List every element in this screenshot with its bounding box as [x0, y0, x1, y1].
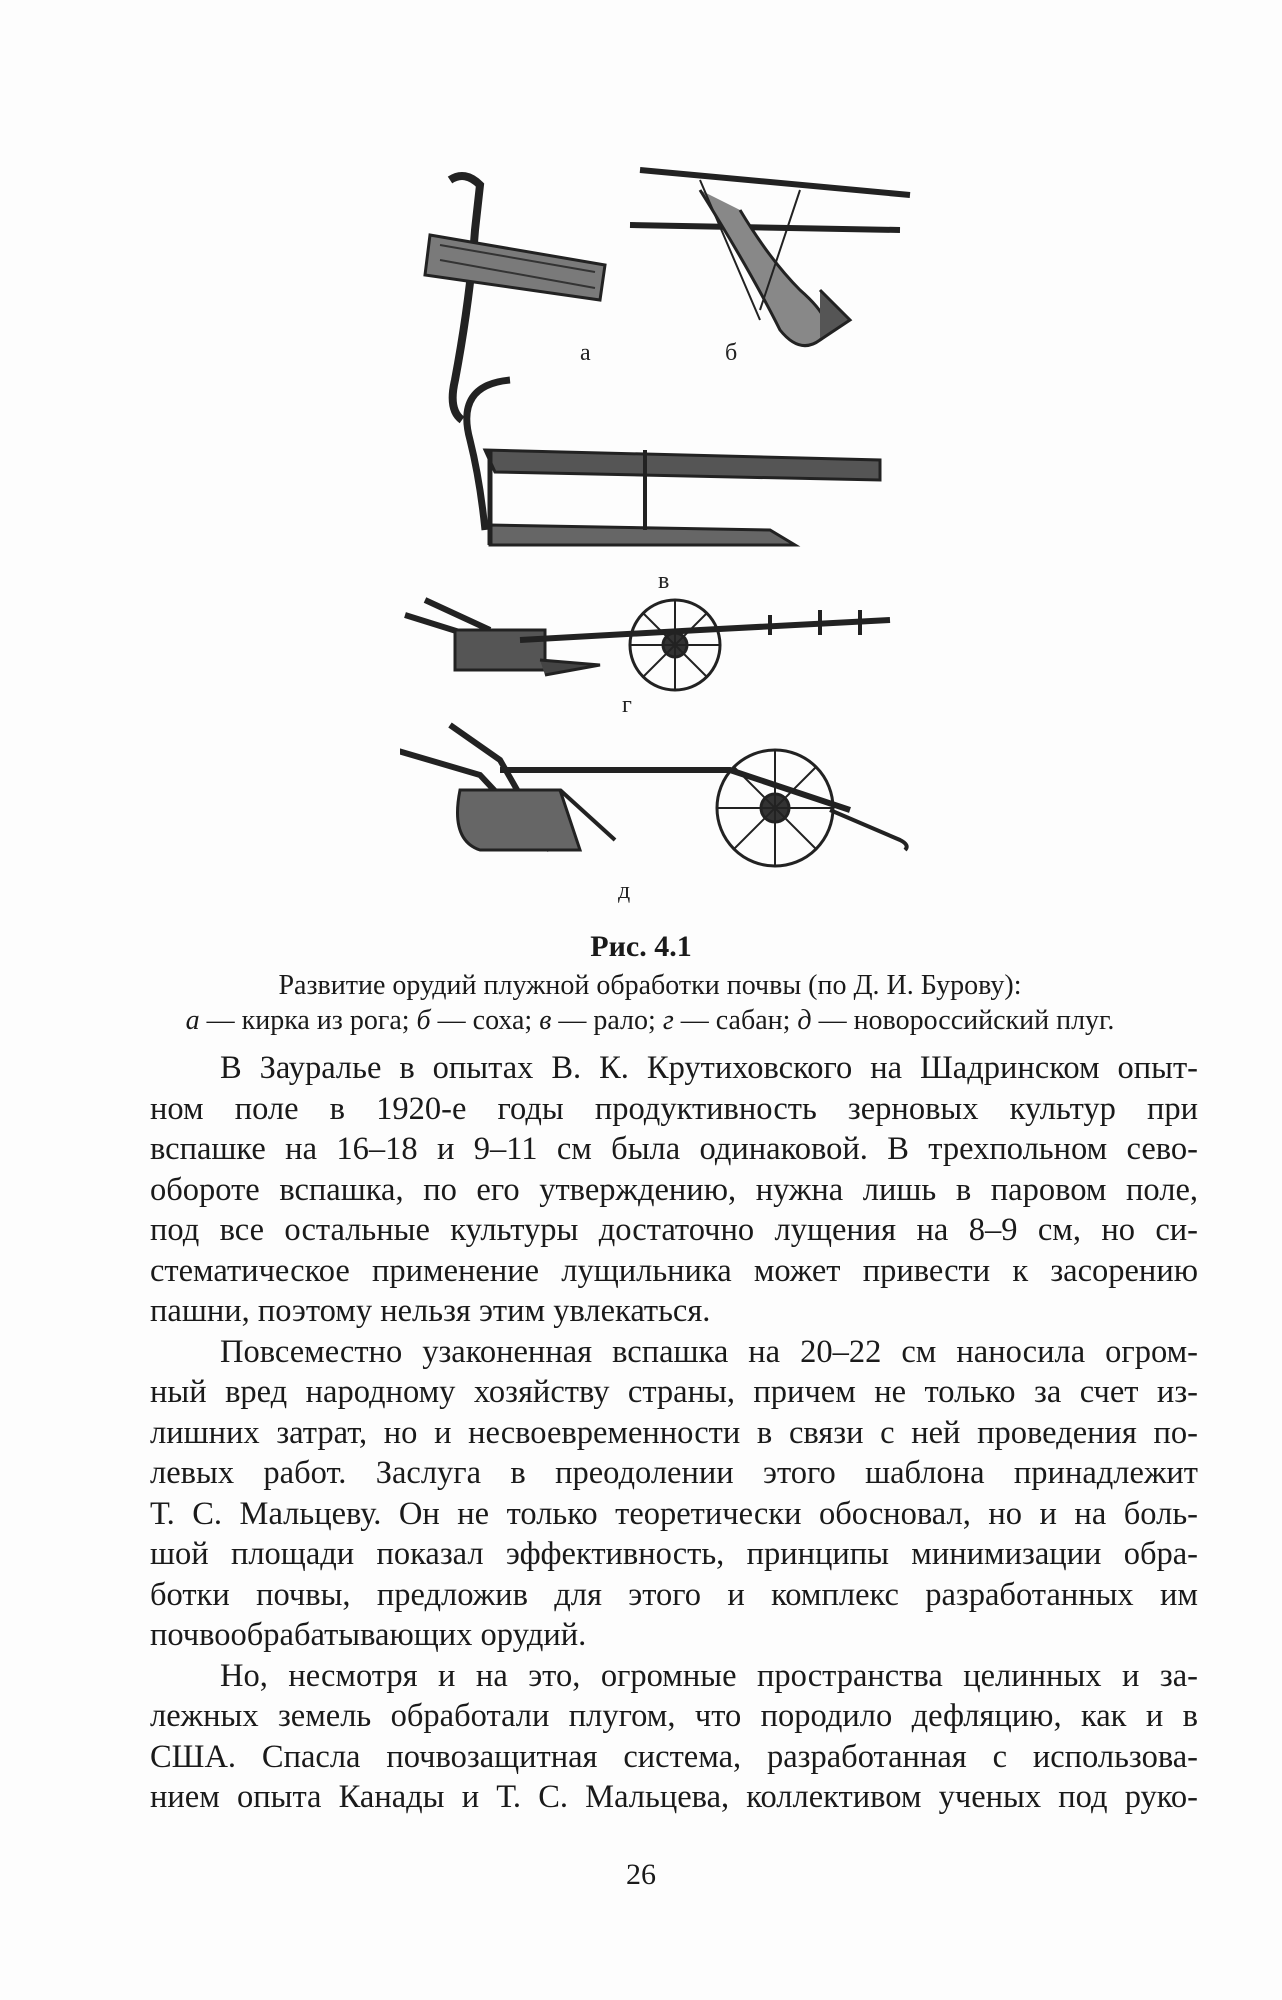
legend-letter: а: [185, 1005, 200, 1036]
text-line: нием опыта Канады и Т. С. Мальцева, коллективом ученых под руко-: [150, 1779, 1198, 1815]
text-line: Но, несмотря и на это, огромные пространства целинных и за-: [220, 1657, 1198, 1694]
legend-text: — сабан;: [673, 1005, 798, 1036]
text-line: обороте вспашка, по его утверждению, нужна лишь в паровом поле,: [150, 1171, 1198, 1208]
label-v: в: [658, 568, 670, 594]
saban-illustration: [405, 600, 890, 690]
legend-letter: в: [539, 1005, 552, 1036]
novorossiysk-plough-illustration: [400, 725, 907, 866]
legend-text: — кирка из рога;: [199, 1005, 417, 1036]
legend-text: — новороссийский плуг.: [811, 1005, 1115, 1036]
text-line: ботки почвы, предложив для этого и комплекс разработанных им: [150, 1576, 1198, 1613]
figure-caption-line1: Развитие орудий плужной обработки почвы (по Д. И. Бурову):: [278, 970, 1022, 1001]
page-number: 26: [626, 1858, 656, 1891]
legend-letter: д: [797, 1005, 812, 1036]
ralo-illustration: [467, 380, 880, 545]
text-line: В Зауралье в опытах В. К. Крутиховского на Шадринском опыт-: [220, 1050, 1198, 1086]
text-line: под все остальные культуры достаточно лущения на 8–9 см, но си-: [150, 1212, 1198, 1248]
paragraph-1: [150, 1048, 1198, 1332]
text-line: Т. С. Мальцеву. Он не только теоретически обосновал, но и на боль-: [150, 1495, 1198, 1532]
legend-letter: г: [662, 1005, 674, 1036]
text-line: ном поле в 1920-е годы продуктивность зерновых культур при: [150, 1090, 1198, 1127]
body-text: [150, 1048, 1198, 1818]
paragraph-3: [150, 1656, 1198, 1818]
text-line: левых работ. Заслуга в преодолении этого шаблона принадлежит: [150, 1455, 1198, 1491]
text-line: ный вред народному хозяйству страны, причем не только за счет из-: [150, 1374, 1198, 1410]
text-line: почвообрабатывающих орудий.: [150, 1617, 587, 1653]
legend-letter: б: [416, 1005, 431, 1036]
legend-text: — соха;: [430, 1005, 540, 1036]
legend-text: — рало;: [551, 1005, 663, 1036]
figure-caption-legend: [140, 1005, 1160, 1037]
label-a: а: [580, 340, 591, 366]
label-b: б: [725, 340, 738, 366]
figure-illustrations: [400, 150, 940, 910]
horn-pick-illustration: [425, 176, 605, 420]
text-line: США. Спасла почвозащитная система, разработанная с использова-: [150, 1738, 1198, 1775]
text-line: вспашке на 16–18 и 9–11 см была одинаковой. В трехпольном сево-: [150, 1131, 1198, 1167]
sokha-illustration: [630, 170, 910, 346]
text-line: пашни, поэтому нельзя этим увлекаться.: [150, 1293, 711, 1329]
label-d: д: [618, 878, 631, 904]
label-g: г: [622, 692, 632, 718]
text-line: стематическое применение лущильника может привести к засорению: [150, 1252, 1198, 1289]
text-line: лежных земель обработали плугом, что породило дефляцию, как и в: [150, 1698, 1198, 1734]
figure-caption-title: Рис. 4.1: [590, 930, 692, 963]
text-line: Повсеместно узаконенная вспашка на 20–22 см наносила огром-: [220, 1333, 1198, 1370]
figure-plough-evolution: [400, 150, 940, 910]
text-line: шой площади показал эффективность, принципы минимизации обра-: [150, 1536, 1198, 1572]
paragraph-2: [150, 1332, 1198, 1656]
text-line: лишних затрат, но и несвоевременности в связи с ней проведения по-: [150, 1414, 1198, 1451]
